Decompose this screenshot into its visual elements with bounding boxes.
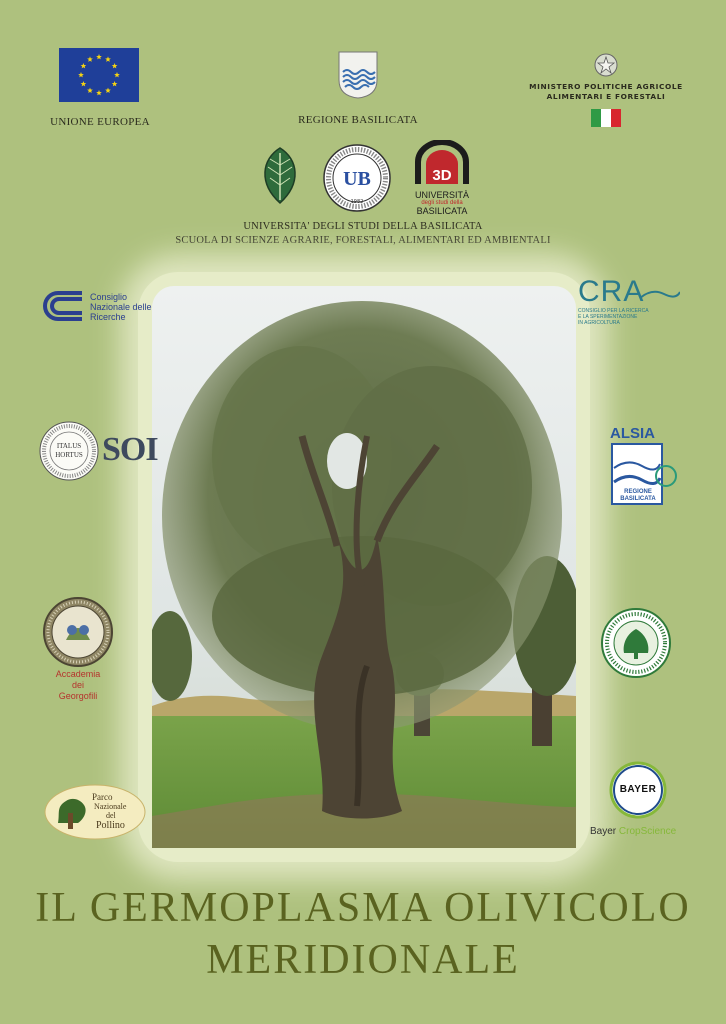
italy-emblem-icon (594, 52, 618, 78)
university-lines (0, 220, 726, 248)
georgofili-line2: dei (71, 680, 84, 690)
italy-flag-icon (591, 109, 621, 127)
leaf-logo-icon (254, 145, 306, 207)
soi-logo (38, 420, 158, 484)
cra-wave-icon (640, 288, 680, 302)
unibas-text-3: BASILICATA (416, 206, 468, 216)
alsia-text: ALSIA (610, 425, 655, 442)
eu-block (38, 48, 162, 128)
svg-text:UB: UB (343, 168, 371, 190)
region-shield-icon (337, 50, 379, 100)
cra-sub2: E LA SPERIMENTAZIONE (578, 314, 638, 320)
pollino-line3: del (106, 811, 116, 820)
ministry-line2: ALIMENTARI E FORESTALI (546, 92, 666, 101)
ministry-line1: MINISTERO POLITICHE AGRICOLE (529, 82, 683, 91)
georgofili-logo (40, 596, 116, 706)
cnr-line1: Consiglio (90, 292, 128, 302)
bayer-brand-division: CropScience (618, 826, 677, 837)
soi-text: SOI (102, 431, 158, 468)
bayer-logo (588, 760, 700, 844)
cnr-logo (42, 287, 162, 327)
cnr-line2: Nazionale delle (90, 302, 152, 312)
region-block (285, 50, 431, 126)
bayer-brand-name: Bayer (590, 826, 617, 837)
pollino-line2: Nazionale (94, 802, 127, 811)
eu-label: UNIONE EUROPEA (50, 116, 150, 128)
pollino-line4: Pollino (96, 820, 125, 831)
cra-sub1: CONSIGLIO PER LA RICERCA (578, 308, 649, 314)
alsia-region1: REGIONE (624, 489, 652, 495)
bayer-brand (590, 826, 676, 837)
university-seal (322, 143, 392, 213)
georgofili-seal-icon (42, 596, 114, 668)
cnr-logo-icon (42, 287, 88, 325)
olive-tree-photo (152, 286, 576, 848)
seal-year: 1982 (350, 199, 364, 205)
title-line2: MERIDIONALE (206, 937, 520, 983)
cra-logo (578, 276, 688, 332)
bayer-text: BAYER (619, 784, 657, 795)
soi-seal-text: ITALUS HORTUS (55, 442, 83, 459)
georgofili-line1: Accademia (55, 669, 101, 679)
svg-text:3D: 3D (432, 167, 452, 184)
unibas-text-1: UNIVERSITÀ (414, 190, 469, 200)
ministry-block (522, 52, 690, 127)
university-name: UNIVERSITA' DEGLI STUDI DELLA BASILICATA (243, 221, 483, 232)
title-line1: IL GERMOPLASMA OLIVICOLO (35, 885, 691, 931)
unibas-logo-icon (412, 140, 472, 186)
unibas-text-2: degli studi della (421, 200, 463, 206)
pollino-line1: Parco (92, 792, 113, 802)
alsia-region2: BASILICATA (620, 496, 656, 502)
eu-flag-icon (59, 48, 139, 102)
school-name: SCUOLA DI SCIENZE AGRARIE, FORESTALI, ALIMENTARI ED AMBIENTALI (175, 235, 551, 246)
cra-text: CRA (578, 275, 645, 308)
unibas-logo (412, 140, 472, 216)
georgofili-line3: Georgofili (58, 691, 98, 701)
forest-seal-icon (600, 607, 672, 679)
cra-sub3: IN AGRICOLTURA (578, 320, 620, 326)
alsia-logo (610, 426, 680, 510)
cnr-line3: Ricerche (90, 312, 126, 322)
pollino-logo (44, 783, 146, 841)
region-label: REGIONE BASILICATA (298, 114, 418, 126)
